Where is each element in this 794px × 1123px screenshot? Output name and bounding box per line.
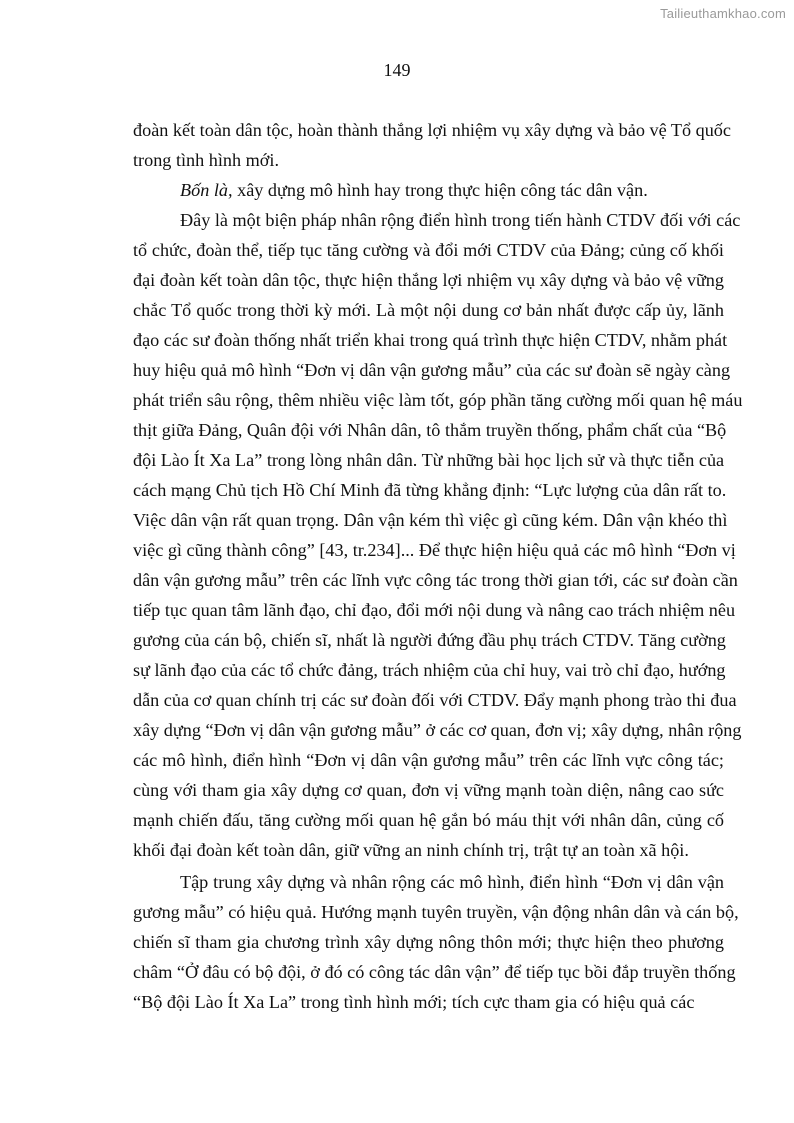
- text-line: phát triển sâu rộng, thêm nhiều việc làm tốt, góp phần tăng cường mối quan hệ máu: [133, 390, 743, 410]
- text-line: việc gì cũng thành công” [43, tr.234]... Để thực hiện hiệu quả các mô hình “Đơn vị: [133, 540, 736, 560]
- text-line: gương của cán bộ, chiến sĩ, nhất là người đứng đầu phụ trách CTDV. Tăng cường: [133, 630, 726, 650]
- text-line: đoàn kết toàn dân tộc, hoàn thành thắng lợi nhiệm vụ xây dựng và bảo vệ Tổ quốc: [133, 120, 731, 140]
- paragraph-2: [133, 175, 724, 205]
- text-line: đạo các sư đoàn thống nhất triển khai trong quá trình thực hiện CTDV, nhằm phát: [133, 330, 728, 350]
- text-line: khối đại đoàn kết toàn dân, giữ vững an ninh chính trị, trật tự an toàn xã hội.: [133, 840, 689, 860]
- text-line: cùng với tham gia xây dựng cơ quan, đơn vị vững mạnh toàn diện, nâng cao sức: [133, 780, 724, 800]
- document-body: [133, 115, 743, 1017]
- paragraph-1: [133, 115, 731, 175]
- text-line: chiến sĩ tham gia chương trình xây dựng nông thôn mới; thực hiện theo phương: [133, 932, 724, 952]
- text-line: tiếp tục quan tâm lãnh đạo, chỉ đạo, đổi mới nội dung và nâng cao trách nhiệm nêu: [133, 600, 736, 620]
- text-line: Việc dân vận rất quan trọng. Dân vận kém thì việc gì cũng kém. Dân vận khéo thì: [133, 510, 728, 530]
- text-line: thịt giữa Đảng, Quân đội với Nhân dân, tô thắm truyền thống, phẩm chất của “Bộ: [133, 420, 727, 440]
- paragraph-4: [133, 867, 739, 1017]
- text-line: Đây là một biện pháp nhân rộng điển hình trong tiến hành CTDV đối với các: [180, 210, 741, 230]
- text-line: gương mẫu” có hiệu quả. Hướng mạnh tuyên truyền, vận động nhân dân và cán bộ,: [133, 902, 739, 922]
- text-line: trong tình hình mới.: [133, 150, 280, 170]
- text-line: chắc Tổ quốc trong thời kỳ mới. Là một nội dung cơ bản nhất được cấp ủy, lãnh: [133, 300, 724, 320]
- text-line: tổ chức, đoàn thể, tiếp tục tăng cường và đổi mới CTDV của Đảng; củng cố khối: [133, 240, 724, 260]
- paragraph-3: [133, 205, 743, 865]
- text-line: “Bộ đội Lào Ít Xa La” trong tình hình mới; tích cực tham gia có hiệu quả các: [133, 992, 695, 1012]
- text-span: xây dựng mô hình hay trong thực hiện công tác dân vận.: [232, 180, 648, 200]
- text-line: đại đoàn kết toàn dân tộc, thực hiện thắng lợi nhiệm vụ xây dựng và bảo vệ vững: [133, 270, 724, 290]
- text-line: xây dựng “Đơn vị dân vận gương mẫu” ở các cơ quan, đơn vị; xây dựng, nhân rộng: [133, 720, 742, 740]
- text-line: mạnh chiến đấu, tăng cường mối quan hệ gắn bó máu thịt với nhân dân, củng cố: [133, 810, 724, 830]
- text-line: huy hiệu quả mô hình “Đơn vị dân vận gương mẫu” của các sư đoàn sẽ ngày càng: [133, 360, 731, 380]
- italic-lead: Bốn là,: [180, 180, 233, 200]
- watermark: Tailieuthamkhao.com: [660, 6, 786, 21]
- text-line: Tập trung xây dựng và nhân rộng các mô hình, điển hình “Đơn vị dân vận: [180, 872, 724, 892]
- page-number: 149: [383, 60, 411, 80]
- text-line: cách mạng Chủ tịch Hồ Chí Minh đã từng khẳng định: “Lực lượng của dân rất to.: [133, 480, 727, 500]
- text-line: dẫn của cơ quan chính trị các sư đoàn đối với CTDV. Đẩy mạnh phong trào thi đua: [133, 690, 737, 710]
- text-line: các mô hình, điển hình “Đơn vị dân vận gương mẫu” trên các lĩnh vực công tác;: [133, 750, 724, 770]
- text-line: dân vận gương mẫu” trên các lĩnh vực công tác trong thời gian tới, các sư đoàn cần: [133, 570, 738, 590]
- text-line: đội Lào Ít Xa La” trong lòng nhân dân. Từ những bài học lịch sử và thực tiễn của: [133, 450, 725, 470]
- text-line: sự lãnh đạo của các tổ chức đảng, trách nhiệm của chỉ huy, vai trò chỉ đạo, hướng: [133, 660, 726, 680]
- text-line: châm “Ở đâu có bộ đội, ở đó có công tác dân vận” để tiếp tục bồi đắp truyền thống: [133, 962, 736, 982]
- text-line: [133, 175, 724, 205]
